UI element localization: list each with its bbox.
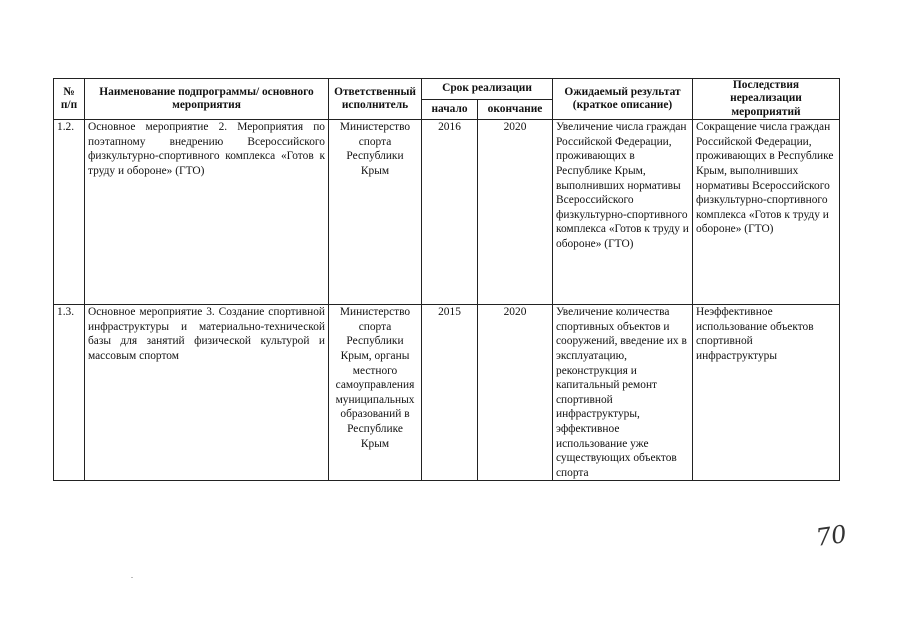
row-end: 2020 xyxy=(478,120,553,305)
row-executor: Министерство спорта Республики Крым, органы местного самоуправления муниципальных образований в Республике Крым xyxy=(329,305,422,481)
table-row xyxy=(54,305,840,481)
row-consequences: Сокращение числа граждан Российской Федерации, проживающих в Республике Крым, выполнивших нормативы Всероссийского физкультурно-спортивного комплекса «Готов к труду и обороне» (ГТО) xyxy=(693,120,840,305)
scan-speck xyxy=(131,577,133,578)
header-start: начало xyxy=(422,99,478,120)
row-num: 1.2. xyxy=(54,120,85,305)
row-consequences: Неэффективное использование объектов спортивной инфраструктуры xyxy=(693,305,840,481)
table-row xyxy=(54,120,840,305)
row-start: 2016 xyxy=(422,120,478,305)
row-num: 1.3. xyxy=(54,305,85,481)
header-num: № п/п xyxy=(54,79,85,120)
header-result: Ожидаемый результат (краткое описание) xyxy=(553,79,693,120)
row-end: 2020 xyxy=(478,305,553,481)
header-name: Наименование подпрограммы/ основного мероприятия xyxy=(85,79,329,120)
row-executor: Министерство спорта Республики Крым xyxy=(329,120,422,305)
header-executor: Ответственный исполнитель xyxy=(329,79,422,120)
row-name: Основное мероприятие 3. Создание спортивной инфраструктуры и материально-технической базы для занятий физической культурой и массовым спортом xyxy=(85,305,329,481)
header-consequences: Последствия нереализации мероприятий xyxy=(693,79,840,120)
row-start: 2015 xyxy=(422,305,478,481)
header-end: окончание xyxy=(478,99,553,120)
header-term: Срок реализации xyxy=(422,79,553,100)
row-result: Увеличение числа граждан Российской Федерации, проживающих в Республике Крым, выполнивших нормативы Всероссийского физкультурно-спортивного комплекса «Готов к труду и обороне» (ГТО) xyxy=(553,120,693,305)
row-name: Основное мероприятие 2. Мероприятия по поэтапному внедрению Всероссийского физкультурно-спортивного комплекса «Готов к труду и обороне» (ГТО) xyxy=(85,120,329,305)
program-table xyxy=(53,78,840,481)
page-number: 70 xyxy=(814,520,849,552)
row-result: Увеличение количества спортивных объектов и сооружений, введение их в эксплуатацию, реконструкция и капитальный ремонт спортивной инфраструктуры, эффективное использование уже существующих объектов спорта xyxy=(553,305,693,481)
